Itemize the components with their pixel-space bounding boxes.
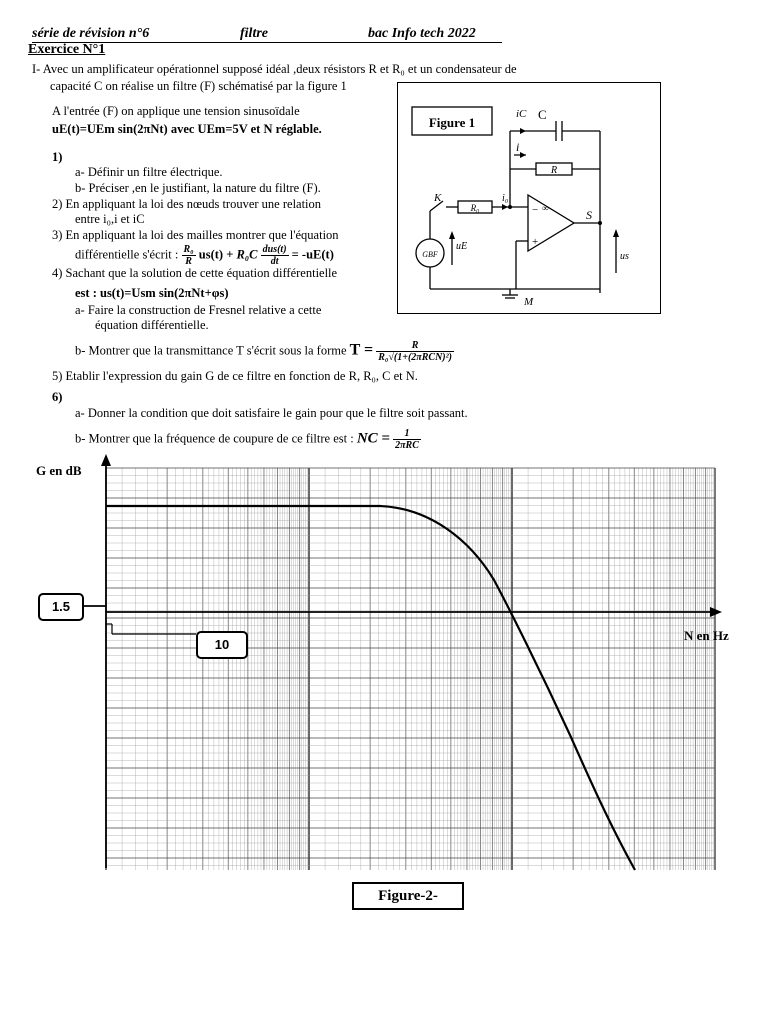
q1b: b- Préciser ,en le justifiant, la nature du filtre (F). (75, 181, 321, 195)
q3-equation-end: = -uE(t) (291, 247, 334, 262)
q6a: a- Donner la condition que doit satisfaire le gain pour que le filtre soit passant. (75, 406, 468, 420)
q3-equation (75, 244, 334, 267)
circuit-diagram (398, 83, 660, 313)
q4-solution: est : us(t)=Usm sin(2πNt+φs) (75, 286, 229, 300)
nc-lhs: NC = (356, 430, 390, 447)
series-label: série de révision n°6 (32, 26, 150, 41)
x-axis-label: N en Hz (684, 628, 729, 643)
q2: 2) En appliquant la loi des nœuds trouver une relation (52, 197, 322, 211)
q6-number: 6) (52, 390, 63, 404)
fraction-transmittance (376, 340, 454, 363)
topic-label: filtre (240, 26, 268, 41)
label-us: us (620, 251, 629, 262)
label-infinity: ∞ (542, 203, 549, 213)
log-grid (106, 468, 715, 870)
q4a-line-1: a- Faire la construction de Fresnel relative a cette (75, 303, 322, 317)
figure-1-title: Figure 1 (428, 115, 476, 130)
fraction-den: 2πRC (395, 440, 419, 451)
q2b: entre i₀,i et iC (75, 212, 145, 226)
fraction-num: R (376, 340, 454, 352)
fraction-den: R₀√(1+(2πRCN)²) (378, 352, 452, 363)
fraction-num: R₀ (183, 244, 194, 255)
figure-2-bode-plot (0, 450, 768, 880)
label-r0: R₀ (470, 203, 480, 213)
q6b-cutoff (75, 428, 421, 451)
q5: 5) Etablir l'expression du gain G de ce filtre en fonction de R, R₀, C et N. (52, 369, 418, 383)
gain-curve (106, 506, 635, 870)
label-plus: + (532, 236, 539, 248)
input-line-1: A l'entrée (F) on applique une tension sinusoïdale (52, 104, 300, 118)
q3-equation-mid: us(t) + (198, 247, 234, 262)
q3-equation-r0c: R₀C (236, 247, 258, 262)
y-axis-arrow (101, 454, 111, 466)
label-k: K (434, 192, 442, 204)
figure-1 (397, 82, 661, 314)
label-minus: − (532, 204, 539, 216)
label-m: M (524, 296, 534, 308)
exercise-title: Exercice N°1 (28, 42, 106, 57)
frequency-value-box: 10 (196, 631, 248, 659)
q1a: a- Définir un filtre électrique. (75, 165, 223, 179)
intro-line-1: I- Avec un amplificateur opérationnel supposé idéal ,deux résistors R et R₀ et un condensateur de (32, 62, 517, 76)
fraction-num: 1 (393, 428, 421, 440)
level-label: bac Info tech 2022 (368, 26, 476, 41)
fraction-num: dus(t) (262, 244, 287, 255)
q6b-text: b- Montrer que la fréquence de coupure de ce filtre est : (75, 431, 354, 446)
gain-value-box: 1.5 (38, 593, 84, 621)
y-axis-label: G en dB (36, 463, 82, 478)
figure-2-caption: Figure-2- (352, 882, 464, 910)
q3: 3) En appliquant la loi des mailles montrer que l'équation (52, 228, 339, 242)
fraction-dus-dt (261, 244, 289, 267)
fraction-den: R (185, 256, 192, 267)
fraction-cutoff (393, 428, 421, 451)
input-line-2: uE(t)=UEm sin(2πNt) avec UEm=5V et N réglable. (52, 122, 322, 136)
intro-line-2: capacité C on réalise un filtre (F) schématisé par la figure 1 (50, 79, 347, 93)
t-lhs: T = (349, 341, 374, 359)
label-r: R (550, 165, 558, 176)
label-i0: i₀ (502, 193, 509, 204)
q4: 4) Sachant que la solution de cette équation différentielle (52, 266, 338, 280)
q4a-line-2: équation différentielle. (95, 318, 209, 332)
fraction-den: dt (270, 256, 279, 267)
q4b-transmittance (75, 340, 454, 363)
fraction-r0-r (182, 244, 196, 267)
label-i: i (516, 140, 520, 154)
label-ue: uE (456, 241, 468, 252)
q1-number: 1) (52, 150, 63, 164)
x-axis-arrow (710, 607, 722, 617)
q4b-text: b- Montrer que la transmittance T s'écrit sous la forme (75, 343, 347, 358)
label-c: C (538, 107, 547, 122)
label-s: S (586, 208, 592, 222)
q3-equation-lead: différentielle s'écrit : (75, 247, 179, 262)
label-ic: iC (516, 108, 527, 120)
label-gbf: GBF (422, 250, 438, 259)
